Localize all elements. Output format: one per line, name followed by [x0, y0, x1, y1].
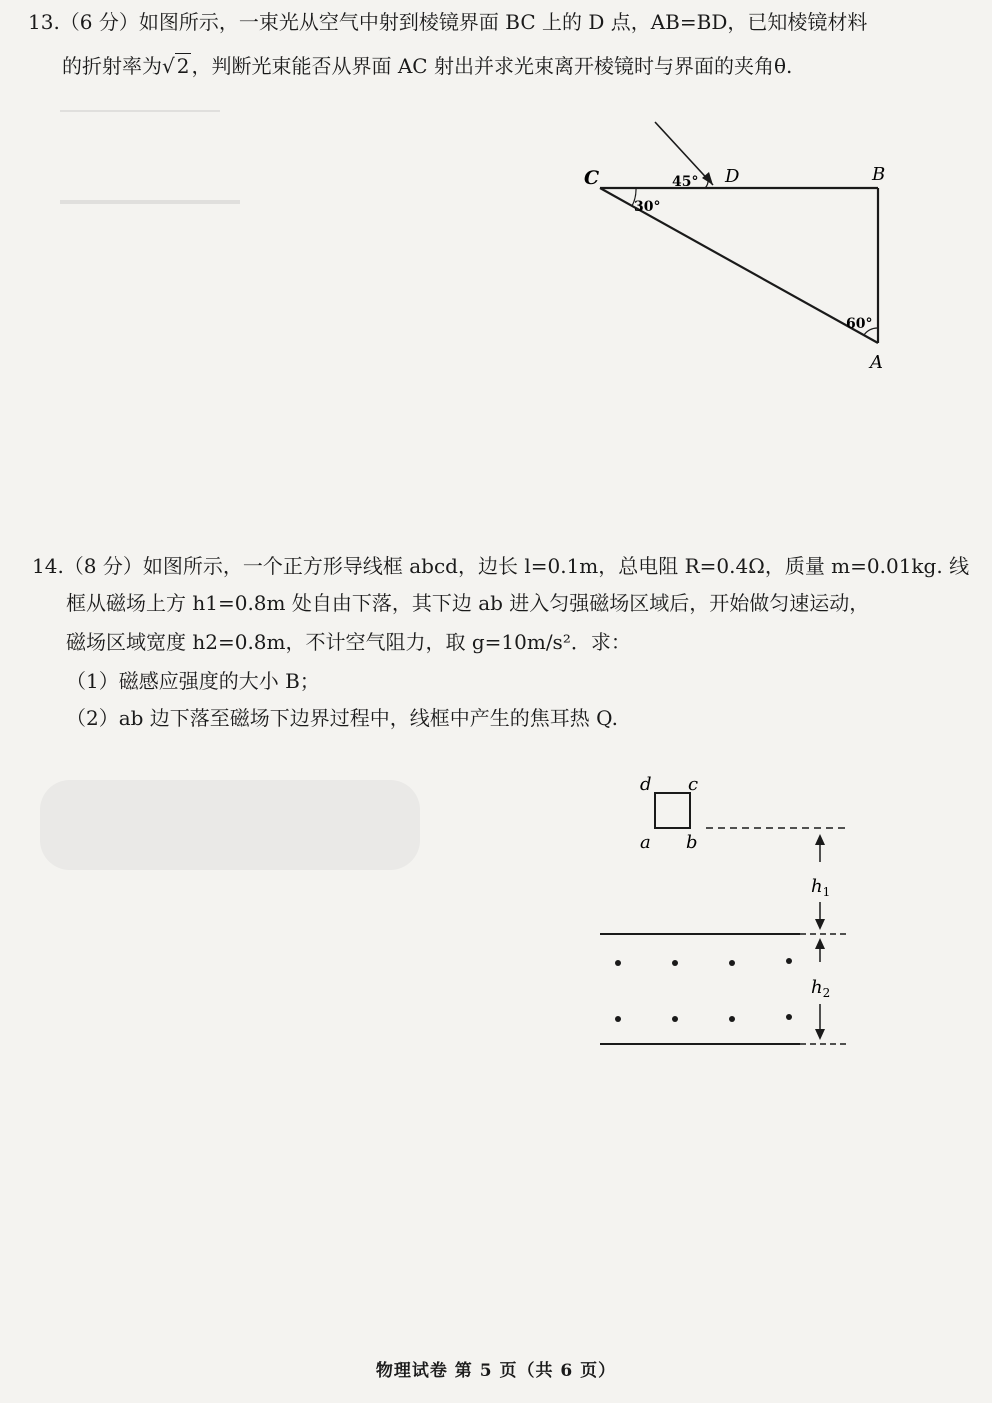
- label-c: c: [688, 774, 699, 795]
- angle-45-label: 45°: [672, 174, 699, 190]
- q13-line2-pre: 的折射率为: [62, 54, 162, 78]
- field-dot: [615, 1016, 621, 1022]
- q14-line2: 框从磁场上方 h1=0.8m 处自由下落，其下边 ab 进入匀强磁场区域后，开始做匀速运动，: [66, 591, 870, 615]
- angle-60-label: 60°: [846, 316, 873, 332]
- page-footer: 物理试卷 第 5 页（共 6 页）: [375, 1361, 617, 1381]
- q14-sub1: （1）磁感应强度的大小 B；: [66, 669, 320, 693]
- label-B: B: [872, 164, 886, 185]
- q14-line3: 磁场区域宽度 h2=0.8m，不计空气阻力，取 g=10m/s²．求：: [66, 630, 631, 654]
- field-dot: [672, 960, 678, 966]
- field-dot: [786, 1014, 792, 1020]
- angle-30-label: 30°: [634, 199, 661, 215]
- sqrt-radicand: 2: [176, 54, 190, 78]
- label-D: D: [725, 166, 740, 187]
- field-dot: [729, 1016, 735, 1022]
- field-dot: [615, 960, 621, 966]
- q13-line2-post: ，判断光束能否从界面 AC 射出并求光束离开棱镜时与界面的夹角θ.: [191, 54, 793, 78]
- h1-arrowhead-up: [815, 834, 825, 845]
- label-a: a: [640, 832, 651, 853]
- label-h1: $h_1$: [811, 876, 831, 899]
- label-d: d: [640, 774, 652, 795]
- h2-arrowhead-up: [815, 938, 825, 949]
- label-h2: $h_2$: [811, 977, 831, 1000]
- q14-sub2: （2）ab 边下落至磁场下边界过程中，线框中产生的焦耳热 Q.: [66, 706, 618, 730]
- q14-line1: 14.（8 分）如图所示，一个正方形导线框 abcd，边长 l=0.1m，总电阻 R=0.4Ω，质量 m=0.01kg. 线: [32, 554, 970, 578]
- field-dot: [672, 1016, 678, 1022]
- h1-arrowhead-down: [815, 919, 825, 930]
- label-b: b: [686, 832, 698, 853]
- label-A: A: [870, 352, 883, 373]
- q13-line1: 13.（6 分）如图所示，一束光从空气中射到棱镜界面 BC 上的 D 点，AB=BD，已知棱镜材料: [28, 10, 868, 34]
- h2-arrowhead-down: [815, 1029, 825, 1040]
- wire-frame-abcd: [655, 793, 690, 828]
- magnetic-field-dots: [615, 958, 792, 1022]
- sqrt-symbol: √ 2: [162, 54, 190, 78]
- label-C: C: [584, 167, 600, 189]
- field-dot: [729, 960, 735, 966]
- field-dot: [786, 958, 792, 964]
